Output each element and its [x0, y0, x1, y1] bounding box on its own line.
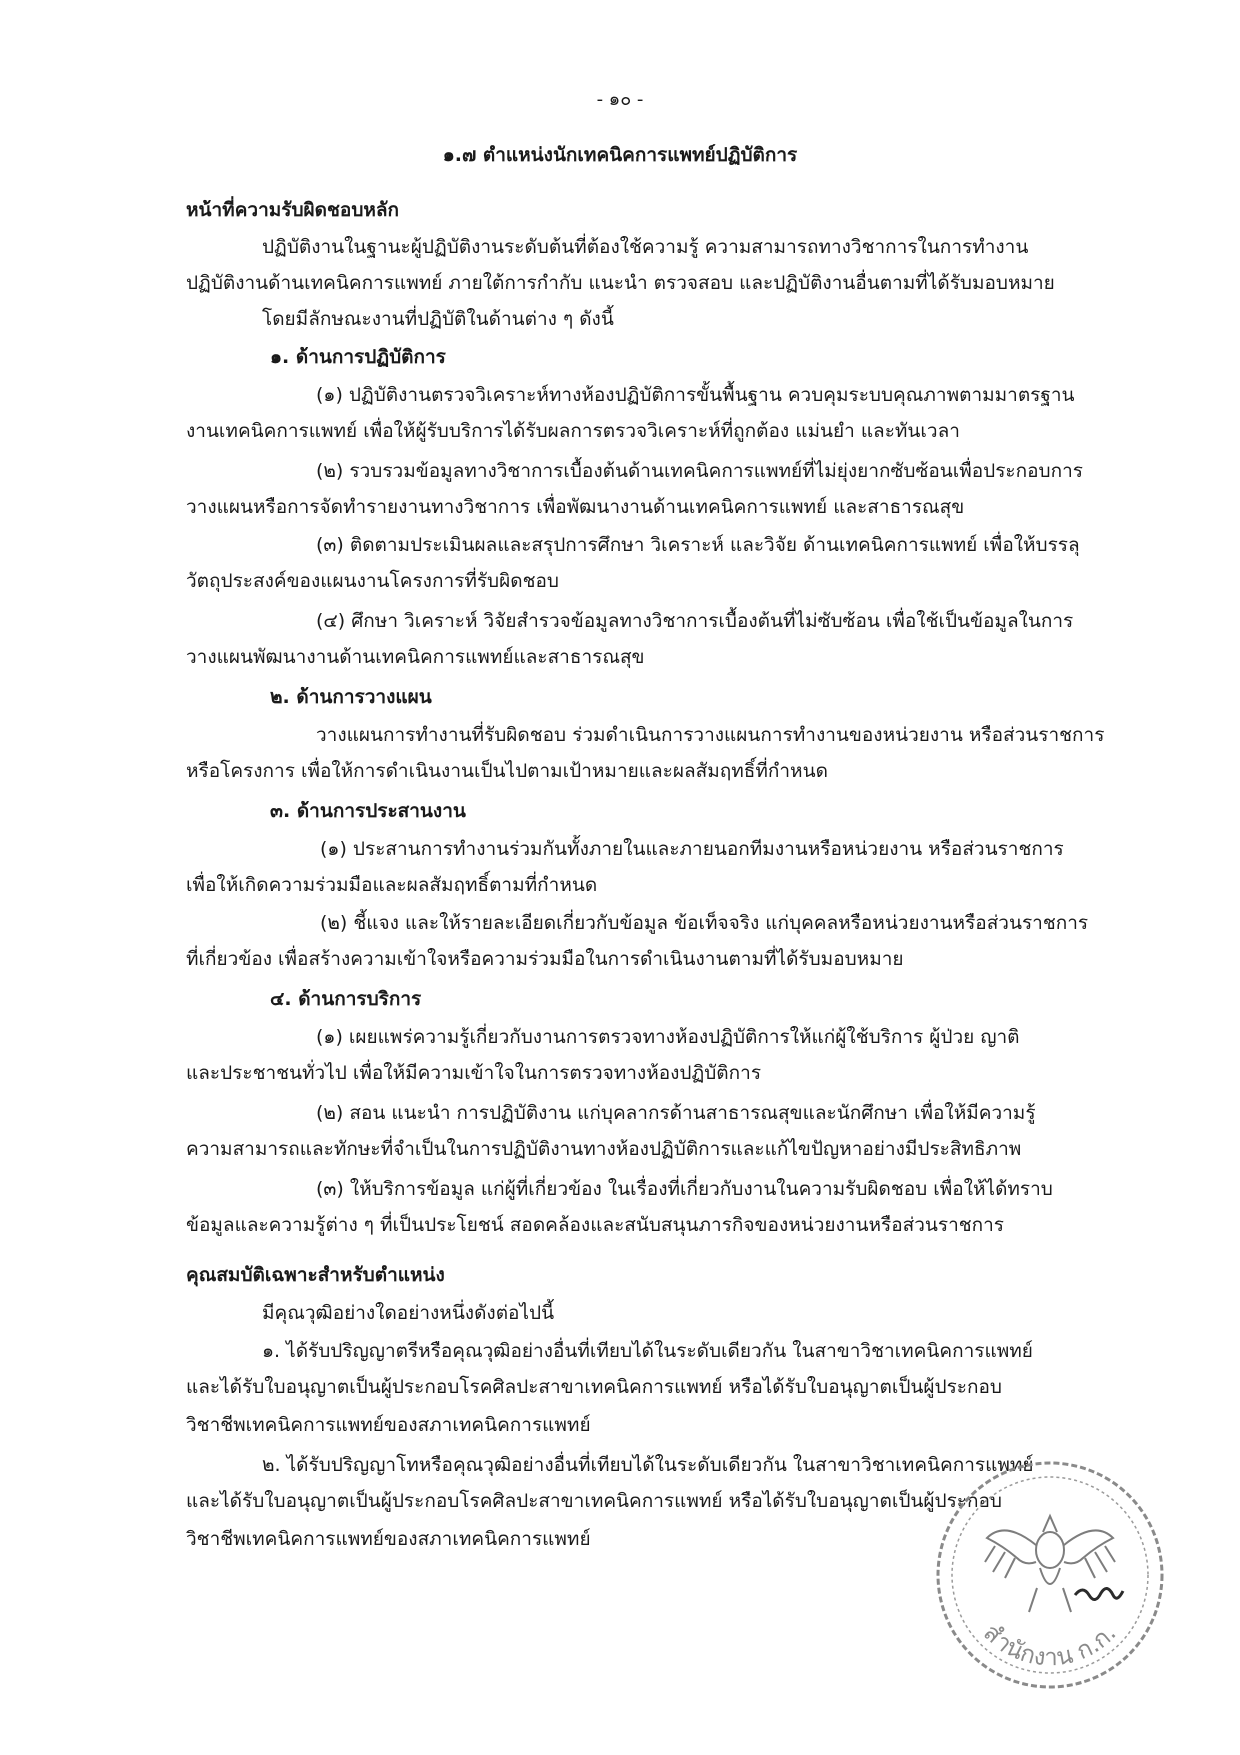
office-seal-stamp [925, 1450, 1175, 1700]
paragraph-line: (๑) ปฏิบัติงานตรวจวิเคราะห์ทางห้องปฏิบัติการขั้นพื้นฐาน ควบคุมระบบคุณภาพตามมาตรฐาน [316, 384, 1075, 406]
paragraph-line: วางแผนการทำงานที่รับผิดชอบ ร่วมดำเนินการวางแผนการทำงานของหน่วยงาน หรือส่วนราชการ [316, 724, 1105, 746]
paragraph-line: วิชาชีพเทคนิคการแพทย์ของสภาเทคนิคการแพทย์ [186, 1414, 591, 1436]
paragraph-line: และได้รับใบอนุญาตเป็นผู้ประกอบโรคศิลปะสาขาเทคนิคการแพทย์ หรือได้รับใบอนุญาตเป็นผู้ประกอบ [186, 1490, 1002, 1512]
heading-qualifications: คุณสมบัติเฉพาะสำหรับตำแหน่ง [186, 1264, 445, 1286]
section-heading-operations: ๑. ด้านการปฏิบัติการ [270, 346, 446, 368]
paragraph-line: (๑) เผยแพร่ความรู้เกี่ยวกับงานการตรวจทางห้องปฏิบัติการให้แก่ผู้ใช้บริการ ผู้ป่วย ญาติ [316, 1026, 1020, 1048]
paragraph-line: วิชาชีพเทคนิคการแพทย์ของสภาเทคนิคการแพทย์ [186, 1528, 591, 1550]
paragraph-line: ๒. ได้รับปริญญาโทหรือคุณวุฒิอย่างอื่นที่เทียบได้ในระดับเดียวกัน ในสาขาวิชาเทคนิคการแพทย์ [262, 1454, 1034, 1476]
paragraph-line: เพื่อให้เกิดความร่วมมือและผลสัมฤทธิ์ตามที่กำหนด [186, 874, 598, 896]
section-heading-service: ๔. ด้านการบริการ [270, 988, 422, 1010]
paragraph-line: (๔) ศึกษา วิเคราะห์ วิจัยสำรวจข้อมูลทางวิชาการเบื้องต้นที่ไม่ซับซ้อน เพื่อใช้เป็นข้อมูลในการ [316, 610, 1074, 632]
paragraph-line: และประชาชนทั่วไป เพื่อให้มีความเข้าใจในการตรวจทางห้องปฏิบัติการ [186, 1062, 762, 1084]
paragraph-line: ข้อมูลและความรู้ต่าง ๆ ที่เป็นประโยชน์ สอดคล้องและสนับสนุนภารกิจของหน่วยงานหรือส่วนราชการ [186, 1214, 1005, 1236]
section-heading-coordination: ๓. ด้านการประสานงาน [270, 800, 466, 822]
paragraph-line: วางแผนหรือการจัดทำรายงานทางวิชาการ เพื่อพัฒนางานด้านเทคนิคการแพทย์ และสาธารณสุข [186, 496, 965, 518]
paragraph-line: (๒) ชี้แจง และให้รายละเอียดเกี่ยวกับข้อมูล ข้อเท็จจริง แก่บุคคลหรือหน่วยงานหรือส่วนราชการ [320, 912, 1089, 934]
garuda-emblem-icon [985, 1516, 1115, 1612]
heading-duties: หน้าที่ความรับผิดชอบหลัก [186, 199, 400, 221]
paragraph-line: มีคุณวุฒิอย่างใดอย่างหนึ่งดังต่อไปนี้ [262, 1302, 555, 1324]
signature-mark [1075, 1588, 1123, 1599]
paragraph-line: ๑. ได้รับปริญญาตรีหรือคุณวุฒิอย่างอื่นที่เทียบได้ในระดับเดียวกัน ในสาขาวิชาเทคนิคการแพทย์ [262, 1340, 1033, 1362]
paragraph-line: ที่เกี่ยวข้อง เพื่อสร้างความเข้าใจหรือความร่วมมือในการดำเนินงานตามที่ได้รับมอบหมาย [186, 948, 904, 970]
paragraph-line: งานเทคนิคการแพทย์ เพื่อให้ผู้รับบริการได้รับผลการตรวจวิเคราะห์ที่ถูกต้อง แม่นยำ และทันเวลา [186, 420, 960, 442]
paragraph-line: และได้รับใบอนุญาตเป็นผู้ประกอบโรคศิลปะสาขาเทคนิคการแพทย์ หรือได้รับใบอนุญาตเป็นผู้ประกอบ [186, 1376, 1002, 1398]
paragraph-line: (๒) รวบรวมข้อมูลทางวิชาการเบื้องต้นด้านเทคนิคการแพทย์ที่ไม่ยุ่งยากซับซ้อนเพื่อประกอบการ [316, 460, 1083, 482]
svg-text:สำนักงาน ก.ก. [978, 1618, 1121, 1671]
section-heading-planning: ๒. ด้านการวางแผน [270, 686, 432, 708]
paragraph-line: ปฏิบัติงานด้านเทคนิคการแพทย์ ภายใต้การกำกับ แนะนำ ตรวจสอบ และปฏิบัติงานอื่นตามที่ได้รับมอบหมาย [186, 272, 1055, 294]
paragraph-line: หรือโครงการ เพื่อให้การดำเนินงานเป็นไปตามเป้าหมายและผลสัมฤทธิ์ที่กำหนด [186, 760, 828, 782]
paragraph-line: (๓) ติดตามประเมินผลและสรุปการศึกษา วิเคราะห์ และวิจัย ด้านเทคนิคการแพทย์ เพื่อให้บรรลุ [316, 534, 1080, 556]
paragraph-line: (๓) ให้บริการข้อมูล แก่ผู้ที่เกี่ยวข้อง ในเรื่องที่เกี่ยวกับงานในความรับผิดชอบ เพื่อให้ได้ทราบ [316, 1178, 1053, 1200]
paragraph-line: ความสามารถและทักษะที่จำเป็นในการปฏิบัติงานทางห้องปฏิบัติการและแก้ไขปัญหาอย่างมีประสิทธิภาพ [186, 1138, 1022, 1160]
paragraph-line: ปฏิบัติงานในฐานะผู้ปฏิบัติงานระดับต้นที่ต้องใช้ความรู้ ความสามารถทางวิชาการในการทำงาน [262, 236, 1029, 258]
page-number: - ๑๐ - [596, 89, 644, 110]
position-title: ๑.๗ ตำแหน่งนักเทคนิคการแพทย์ปฏิบัติการ [442, 144, 798, 166]
paragraph-line: วัตถุประสงค์ของแผนงานโครงการที่รับผิดชอบ [186, 570, 559, 592]
seal-text: สำนักงาน ก.ก. [978, 1618, 1122, 1672]
paragraph-line: (๒) สอน แนะนำ การปฏิบัติงาน แก่บุคลากรด้านสาธารณสุขและนักศึกษา เพื่อให้มีความรู้ [316, 1102, 1036, 1124]
paragraph-line: โดยมีลักษณะงานที่ปฏิบัติในด้านต่าง ๆ ดังนี้ [262, 308, 614, 330]
paragraph-line: วางแผนพัฒนางานด้านเทคนิคการแพทย์และสาธารณสุข [186, 646, 645, 668]
paragraph-line: (๑) ประสานการทำงานร่วมกันทั้งภายในและภายนอกทีมงานหรือหน่วยงาน หรือส่วนราชการ [320, 838, 1064, 860]
